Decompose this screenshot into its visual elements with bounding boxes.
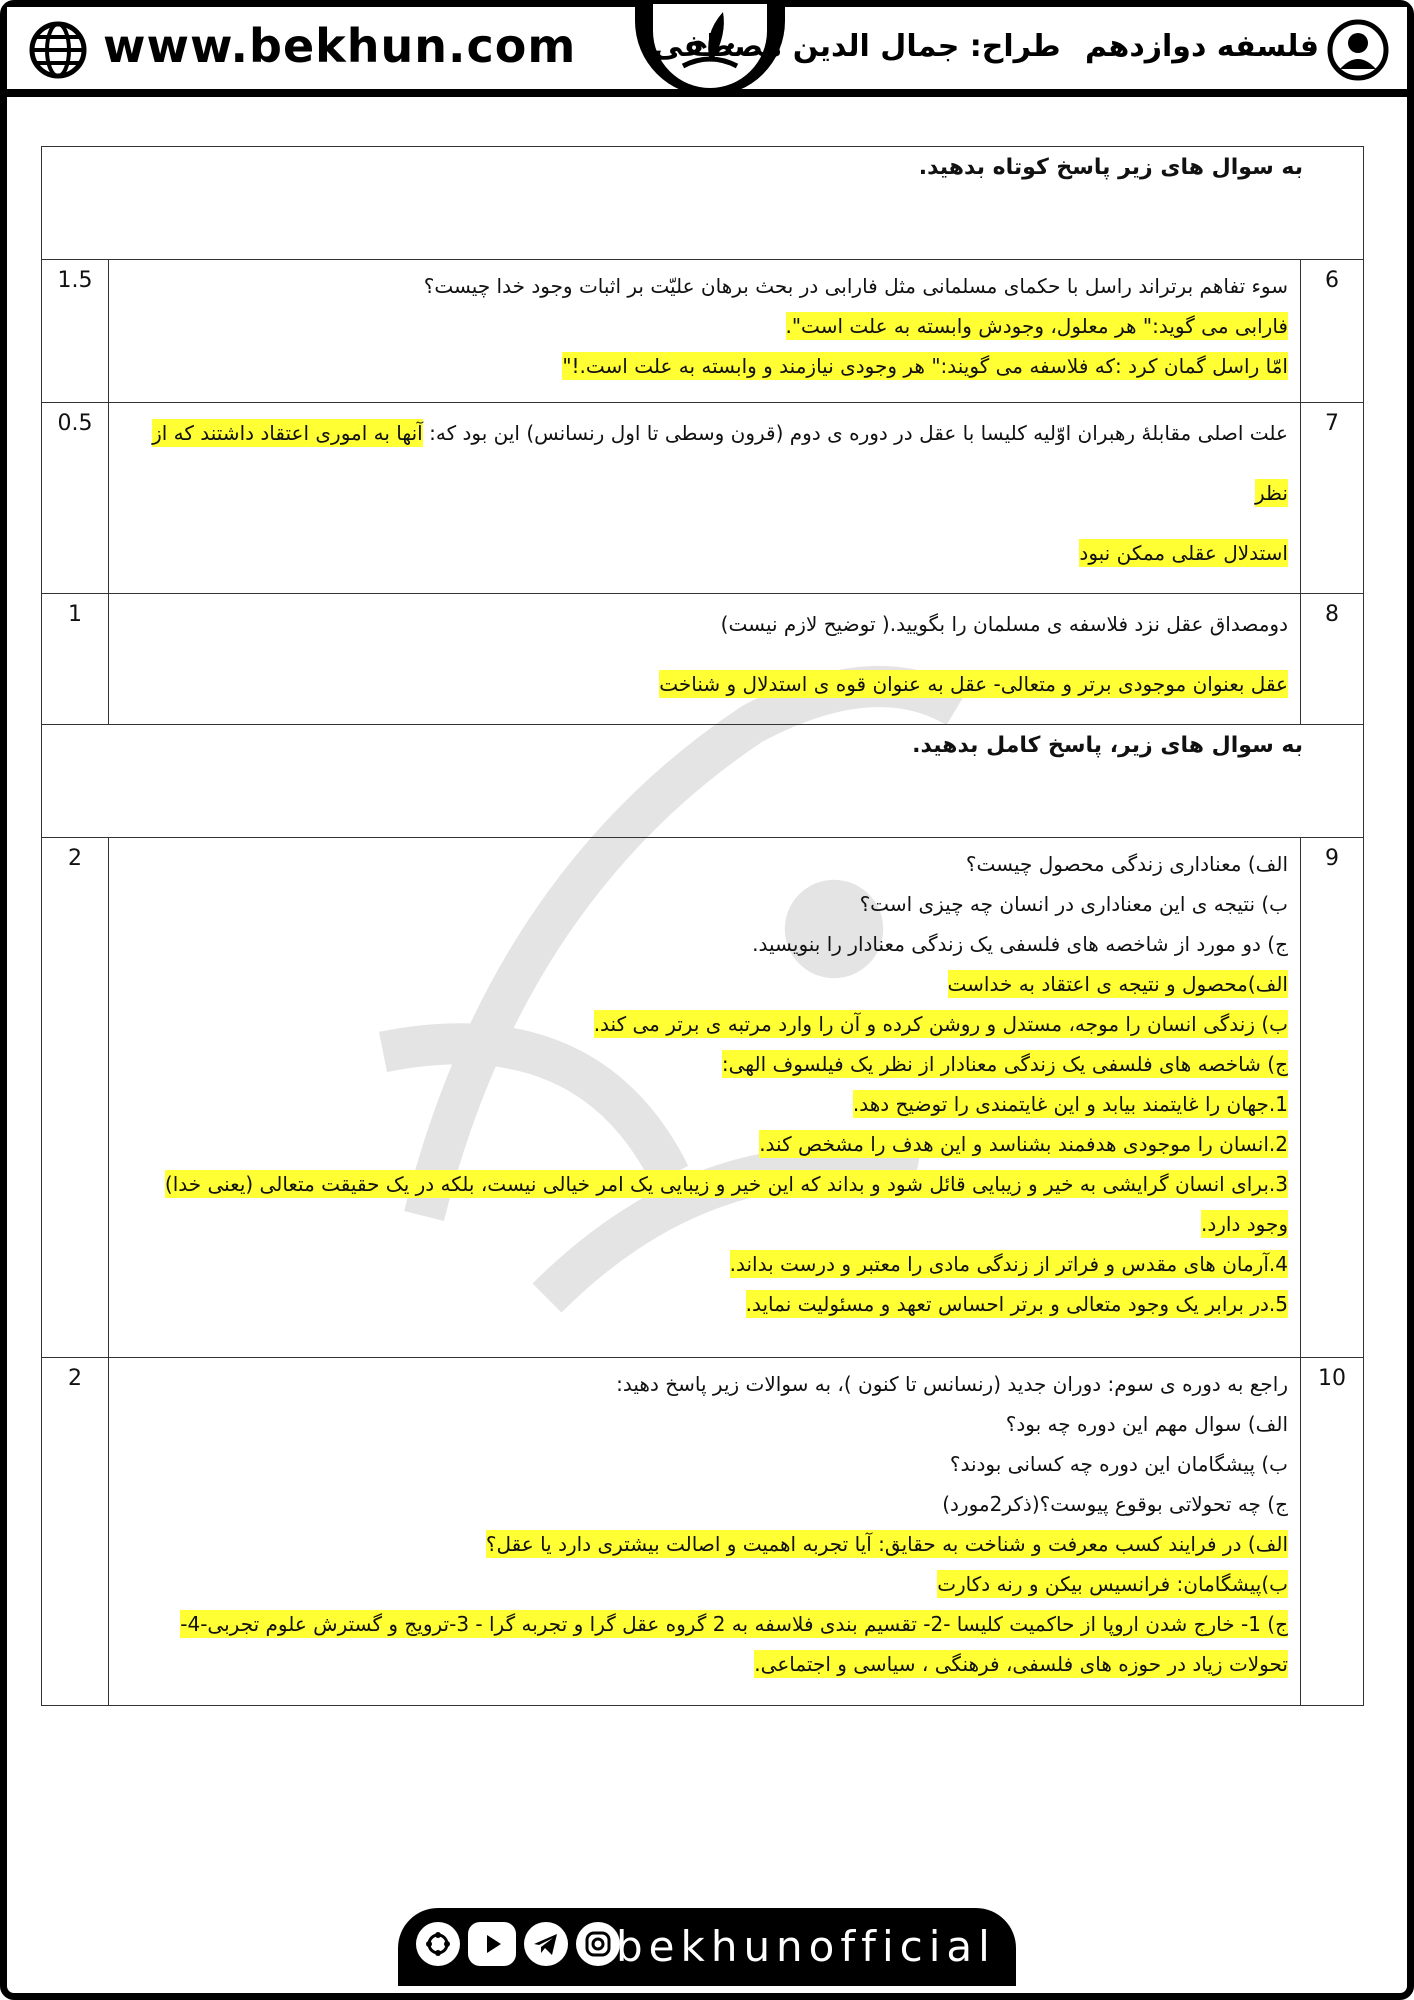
question-text: علت اصلی مقابلهٔ رهبران اوّلیه کلیسا با عقل در دوره ی دوم (قرون وسطی تا اول رنسانس) این بود که: <box>429 421 1288 445</box>
exam-table <box>41 146 1364 1706</box>
designer-label: طراح: جمال الدین مصطفی <box>652 29 1061 64</box>
question-text: ب) پیشگامان این دوره چه کسانی بودند؟ <box>949 1452 1288 1476</box>
answer-text: ب)پیشگامان: فرانسیس بیکن و رنه دکارت <box>937 1572 1288 1596</box>
user-icon <box>1327 19 1389 81</box>
question-score: 1.5 <box>42 260 109 403</box>
question-score: 2 <box>42 838 109 1358</box>
question-number: 9 <box>1301 838 1364 1358</box>
section-row <box>42 725 1364 838</box>
question-text: الف) سوال مهم این دوره چه بود؟ <box>1005 1412 1288 1436</box>
question-text: ب) نتیجه ی این معناداری در انسان چه چیزی است؟ <box>859 892 1288 916</box>
question-row <box>42 403 1364 594</box>
aparat-icon[interactable] <box>416 1922 460 1966</box>
answer-text: عقل بعنوان موجودی برتر و متعالی- عقل به عنوان قوه ی استدلال و شناخت <box>659 672 1288 696</box>
question-content <box>109 594 1301 725</box>
answer-text: ج) 1- خارج شدن اروپا از حاکمیت کلیسا -2- تقسیم بندی فلاسفه به 2 گروه عقل گرا و تجربه گرا - 3-ترویج و گسترش علوم تجربی-4- <box>180 1612 1288 1636</box>
answer-text: 4.آرمان های مقدس و فراتر از زندگی مادی را معتبر و درست بداند. <box>729 1252 1288 1276</box>
question-number: 7 <box>1301 403 1364 594</box>
question-row <box>42 260 1364 403</box>
answer-text: 1.جهان را غایتمند بیابد و این غایتمندی را توضیح دهد. <box>852 1092 1288 1116</box>
question-text: الف) معناداری زندگی محصول چیست؟ <box>965 852 1288 876</box>
question-text: ج) چه تحولاتی بوقوع پیوست؟(ذکر2مورد) <box>942 1492 1288 1516</box>
header-title <box>639 29 1319 64</box>
section-title-short: به سوال های زیر پاسخ کوتاه بدهید. <box>42 147 1364 260</box>
answer-text: 2.انسان را موجودی هدفمند بشناسد و این هدف را مشخص کند. <box>759 1132 1288 1156</box>
answer-text: ج) شاخصه های فلسفی یک زندگی معنادار از نظر یک فیلسوف الهی: <box>721 1052 1288 1076</box>
answer-text: الف) در فرایند کسب معرفت و شناخت به حقایق: آیا تجربه اهمیت و اصالت بیشتری دارد یا عقل؟ <box>485 1532 1288 1556</box>
question-number: 6 <box>1301 260 1364 403</box>
question-row <box>42 594 1364 725</box>
answer-text: آنها به اموری اعتقاد داشتند که از نظر <box>152 421 1288 505</box>
social-icons <box>416 1922 620 1966</box>
youtube-icon[interactable] <box>468 1922 516 1966</box>
section-row <box>42 147 1364 260</box>
answer-text: فارابی می گوید:" هر معلول، وجودش وابسته به علت است". <box>785 314 1288 338</box>
social-handle[interactable]: bekhunofficial <box>616 1922 996 1971</box>
instagram-icon[interactable] <box>576 1922 620 1966</box>
answer-text: ب) زندگی انسان را موجه، مستدل و روشن کرده و آن را وارد مرتبه ی برتر می کند. <box>593 1012 1288 1036</box>
question-number: 8 <box>1301 594 1364 725</box>
page-header <box>7 7 1407 97</box>
question-content <box>109 838 1301 1358</box>
question-row <box>42 838 1364 1358</box>
answer-text: استدلال عقلی ممکن نبود <box>1079 541 1288 565</box>
question-text: دومصداق عقل نزد فلاسفه ی مسلمان را بگویید.( توضیح لازم نیست) <box>720 612 1288 636</box>
question-score: 1 <box>42 594 109 725</box>
question-content <box>109 260 1301 403</box>
page-footer <box>398 1908 1016 1986</box>
question-content <box>109 403 1301 594</box>
question-score: 2 <box>42 1358 109 1706</box>
telegram-icon[interactable] <box>524 1922 568 1966</box>
subject-label: فلسفه دوازدهم <box>1085 29 1319 64</box>
question-text: راجع به دوره ی سوم: دوران جدید (رنسانس تا کنون )، به سوالات زیر پاسخ دهید: <box>616 1372 1288 1396</box>
answer-text: امّا راسل گمان کرد :که فلاسفه می گویند:" هر وجودی نیازمند و وابسته به علت است.!" <box>562 354 1288 378</box>
answer-text: 3.برای انسان گرایشی به خیر و زیبایی قائل شود و بداند که این خیر و زیبایی یک امر خیالی نیست، بلکه در یک حقیقت متعالی (یعنی خدا) وجود دارد. <box>164 1172 1288 1236</box>
answer-text: تحولات زیاد در حوزه های فلسفی، فرهنگی ، سیاسی و اجتماعی. <box>754 1652 1288 1676</box>
question-text: ج) دو مورد از شاخصه های فلسفی یک زندگی معنادار را بنویسید. <box>752 932 1288 956</box>
site-url[interactable]: www.bekhun.com <box>103 19 577 73</box>
answer-text: 5.در برابر یک وجود متعالی و برتر احساس تعهد و مسئولیت نماید. <box>745 1292 1288 1316</box>
question-number: 10 <box>1301 1358 1364 1706</box>
question-row <box>42 1358 1364 1706</box>
question-text: سوء تفاهم برتراند راسل با حکمای مسلمانی مثل فارابی در بحث برهان علیّت بر اثبات وجود خدا چیست؟ <box>423 274 1288 298</box>
question-content <box>109 1358 1301 1706</box>
question-score: 0.5 <box>42 403 109 594</box>
section-title-full: به سوال های زیر، پاسخ کامل بدهید. <box>42 725 1364 838</box>
globe-icon <box>29 21 87 79</box>
answer-text: الف)محصول و نتیجه ی اعتقاد به خداست <box>947 972 1288 996</box>
